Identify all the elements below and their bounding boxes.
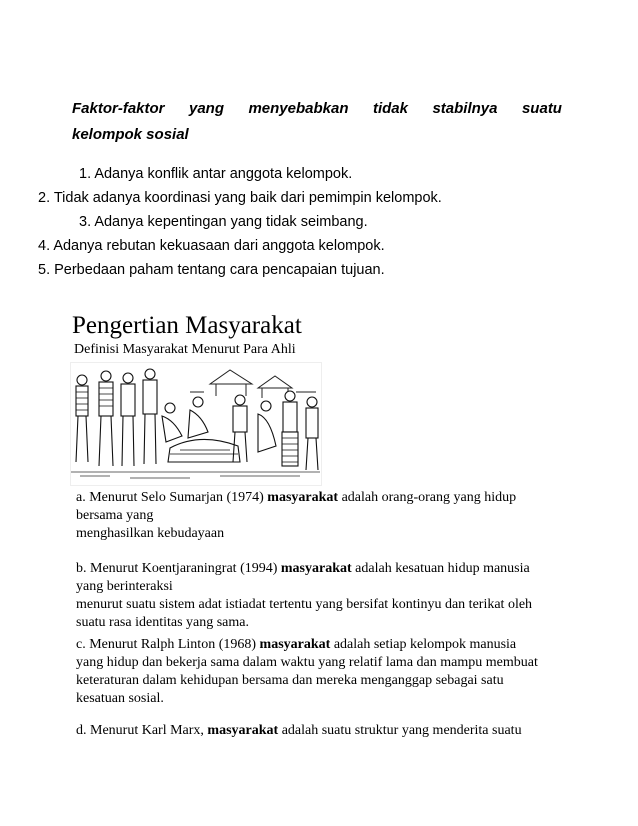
heading-word: Faktor-faktor: [72, 100, 165, 117]
definition-line: [76, 489, 576, 507]
definition-d: [76, 722, 576, 740]
keyword: masyarakat: [259, 637, 331, 652]
heading-word: suatu: [521, 100, 562, 117]
definition-line: kesatuan sosial.: [76, 691, 164, 706]
definition-text: adalah orang-orang yang hidup: [338, 490, 517, 505]
list-item: 3. Adanya kepentingan yang tidak seimbang.: [79, 214, 368, 230]
definition-text: adalah kesatuan hidup manusia: [351, 561, 530, 576]
definition-line: menghasilkan kebudayaan: [76, 526, 225, 541]
definition-text: adalah setiap kelompok manusia: [330, 637, 517, 652]
village-community-illustration: [70, 362, 322, 486]
heading-word: stabilnya: [432, 100, 498, 117]
heading-word: menyebabkan: [248, 100, 349, 117]
page-subtitle: Definisi Masyarakat Menurut Para Ahli: [74, 342, 296, 357]
definition-c: [76, 636, 576, 708]
heading-word: yang: [188, 100, 224, 117]
list-item: 5. Perbedaan paham tentang cara pencapaian tujuan.: [38, 262, 385, 278]
page-title: Pengertian Masyarakat: [72, 312, 302, 339]
list-item: 1. Adanya konflik antar anggota kelompok.: [79, 166, 353, 182]
definition-line: [76, 560, 576, 578]
keyword: masyarakat: [280, 561, 352, 576]
definition-text: adalah suatu struktur yang menderita suatu: [278, 723, 522, 738]
definition-line: yang hidup dan bekerja sama dalam waktu yang relatif lama dan mampu membuat: [76, 655, 538, 670]
definition-line: [76, 636, 576, 654]
definition-text: b. Menurut Koentjaraningrat (1994): [76, 561, 281, 576]
list-item: 2. Tidak adanya koordinasi yang baik dari pemimpin kelompok.: [38, 190, 442, 206]
section-heading: [72, 96, 562, 148]
keyword: masyarakat: [207, 723, 279, 738]
definition-b: [76, 560, 576, 632]
heading-word: tidak: [372, 100, 408, 117]
definition-text: c. Menurut Ralph Linton (1968): [76, 637, 260, 652]
definition-text: d. Menurut Karl Marx,: [76, 723, 208, 738]
definition-line: bersama yang: [76, 508, 154, 523]
definition-a: [76, 489, 576, 543]
definition-line: menurut suatu sistem adat istiadat tertentu yang bersifat kontinyu dan terikat oleh: [76, 597, 533, 612]
definition-text: a. Menurut Selo Sumarjan (1974): [76, 490, 268, 505]
definition-line: suatu rasa identitas yang sama.: [76, 615, 250, 630]
definition-line: [76, 722, 576, 740]
heading-line-2: kelompok sosial: [72, 126, 189, 143]
list-item: 4. Adanya rebutan kekuasaan dari anggota kelompok.: [38, 238, 385, 254]
definition-line: keteraturan dalam kehidupan bersama dan mereka menganggap sebagai satu: [76, 673, 504, 688]
definition-line: yang berinteraksi: [76, 579, 173, 594]
keyword: masyarakat: [267, 490, 339, 505]
